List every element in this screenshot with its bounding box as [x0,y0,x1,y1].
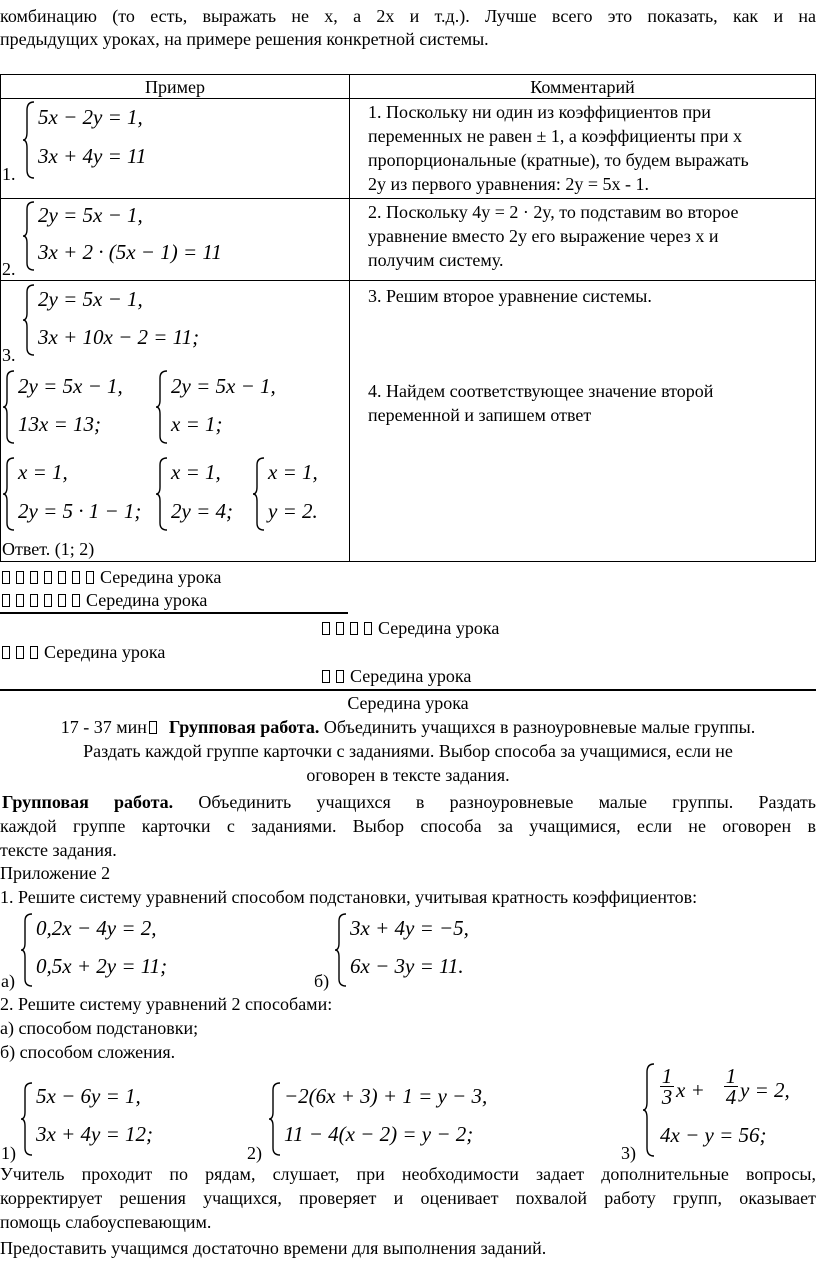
brace-icon [20,912,34,988]
header-comment: Комментарий [530,77,635,97]
group-work-text-2: Объединить учащихся в разноуровневые малые группы. Раздать [198,792,816,812]
row2-system [22,200,342,272]
task2-s3-mid2: y = 2, [740,1078,790,1102]
group-work-centered-line-3: оговорен в тексте задания. [306,765,510,785]
task2-label-2: 2) [247,1143,262,1163]
marker-text-1: Середина урока [100,567,222,587]
row2-comment-1: 2. Поскольку 4y = 2 · 2y, то подставим во второе [368,202,739,222]
task1a-label: а) [1,971,15,991]
marker-text-3: Середина урока [378,618,500,638]
row3-number: 3. [2,345,16,365]
row3-system-b [2,369,152,445]
placeholder-glyph-icon [322,618,378,638]
marker-line-2 [2,589,207,612]
intro-line-1: комбинацию (то есть, выражать не x, а 2x и т.д.). Лучше всего это показать, как и на [0,6,816,26]
task1a-system [20,912,270,988]
marker-line-5 [322,665,471,688]
marker-line-3 [322,617,499,640]
closing-line-2: корректирует решения учащихся, проверяет и оценивает похвалой работу групп, оказывает [0,1188,816,1208]
row2-comment-3: получим систему. [368,250,504,270]
group-work-line-1 [2,791,816,814]
brace-icon [268,1081,282,1157]
intro-line-2: предыдущих уроках, на примере решения конкретной системы. [0,29,489,49]
divider-line [0,689,816,691]
placeholder-glyph-icon [149,721,157,734]
task2-s3-eq2: 4x − y = 56; [660,1123,767,1147]
closing-line-4: Предоставить учащимся достаточно времени для выполнения заданий. [0,1238,547,1258]
group-work-title-2: Групповая работа. [2,792,174,812]
time-range: 17 - 37 мин [60,717,147,737]
brace-icon [22,100,36,180]
group-work-title: Групповая работа. [168,717,320,737]
row3-system-d [2,456,152,532]
task2-system-3 [642,1062,814,1158]
row1-comment-4: 2y из первого уравнения: 2y = 5x - 1. [368,174,649,194]
row1-comment-2: переменных не равен ± 1, а коэффициенты при x [368,126,742,146]
brace-icon [22,283,36,357]
task-2a: а) способом подстановки; [0,1018,199,1038]
fraction-1 [660,1066,674,1107]
row3-system-a [22,283,342,357]
row2-eq2: 3x + 2 · (5x − 1) = 11 [38,240,222,264]
brace-icon [155,369,169,445]
row3-comment-4b: переменной и запишем ответ [368,405,592,425]
task1b-eq2: 6x − 3y = 11. [350,954,464,978]
group-work-centered-line-2: Раздать каждой группе карточки с заданиями. Выбор способа за учащимися, если не [83,741,733,761]
task1a-eq2: 0,5x + 2y = 11; [36,954,168,978]
row3-a-eq2: 3x + 10x − 2 = 11; [38,325,200,349]
marker-text-4: Середина урока [44,642,166,662]
placeholder-glyph-icon [2,590,86,610]
task2-s3-mid1: x + [676,1078,705,1102]
row3-f-eq1: x = 1, [268,460,318,484]
row1-comment-1: 1. Поскольку ни один из коэффициентов при [368,102,711,122]
appendix-title: Приложение 2 [0,863,111,883]
row2-comment-2: уравнение вместо 2y его выражение через x и [368,226,719,246]
brace-icon [334,912,348,988]
row3-e-eq1: x = 1, [171,460,221,484]
brace-icon [2,369,16,445]
task1b-eq1: 3x + 4y = −5, [350,916,469,940]
closing-line-3: помощь слабоуспевающим. [0,1212,212,1232]
marker-line-6: Середина урока [347,693,469,713]
brace-icon [22,200,36,272]
row3-system-c [155,369,305,445]
marker-line-1 [2,566,221,589]
task2-label-1: 1) [1,1143,16,1163]
row3-d-eq1: x = 1, [18,460,68,484]
header-example: Пример [144,77,205,97]
row1-eq2: 3x + 4y = 11 [38,144,147,168]
marker-text-5: Середина урока [350,666,472,686]
brace-icon [642,1062,656,1158]
row3-c-eq2: x = 1; [171,412,223,436]
task1b-system [334,912,584,988]
group-work-line-3: тексте задания. [0,840,117,860]
row3-system-e [155,456,255,532]
group-work-centered-line-1 [0,716,816,739]
row3-b-eq1: 2y = 5x − 1, [18,374,123,398]
brace-icon [2,456,16,532]
brace-icon [252,456,266,532]
fraction-2-den: 4 [725,1085,737,1109]
fraction-2 [724,1066,738,1107]
row1-eq1: 5x − 2y = 1, [38,105,143,129]
row2-eq1: 2y = 5x − 1, [38,203,143,227]
task2-s1-eq2: 3x + 4y = 12; [36,1122,153,1146]
fraction-1-den: 3 [661,1085,673,1109]
task2-s1-eq1: 5x − 6y = 1, [36,1084,141,1108]
task-2: 2. Решите систему уравнений 2 способами: [0,994,333,1014]
row1-comment-3: пропорциональные (кратные), то будем выражать [368,150,749,170]
task2-s2-eq2: 11 − 4(x − 2) = y − 2; [284,1122,474,1146]
row3-f-eq2: y = 2. [268,499,318,523]
marker-text-2: Середина урока [86,590,208,610]
task2-system-2 [268,1081,558,1157]
row3-c-eq1: 2y = 5x − 1, [171,374,276,398]
group-work-text: Объединить учащихся в разноуровневые малые группы. [323,717,756,737]
row3-d-eq2: 2y = 5 · 1 − 1; [18,499,142,523]
placeholder-glyph-icon [2,642,44,662]
row2-number: 2. [2,259,16,279]
task2-s2-eq1: −2(6x + 3) + 1 = y − 3, [284,1084,488,1108]
divider-line [0,612,348,614]
task2-label-3: 3) [621,1143,636,1163]
placeholder-glyph-icon [2,567,100,587]
row3-e-eq2: 2y = 4; [171,499,233,523]
row3-comment-3: 3. Решим второе уравнение системы. [368,286,652,306]
row3-b-eq2: 13x = 13; [18,412,101,436]
row1-number: 1. [2,164,16,184]
task1a-eq1: 0,2x − 4y = 2, [36,916,157,940]
row3-comment-4a: 4. Найдем соответствующее значение второй [368,381,714,401]
placeholder-glyph-icon [322,666,350,686]
brace-icon [20,1081,34,1157]
task1b-label: б) [314,971,330,991]
brace-icon [155,456,169,532]
task-1: 1. Решите систему уравнений способом подстановки, учитывая кратность коэффициентов: [0,887,698,907]
task-2b: б) способом сложения. [0,1042,176,1062]
group-work-line-2: каждой группе карточки с заданиями. Выбор способа за учащимися, если не оговорен в [0,816,816,836]
marker-line-4 [2,641,165,664]
row1-system [22,100,322,180]
row3-system-f [252,456,342,532]
row3-answer: Ответ. (1; 2) [2,539,95,559]
fraction-2-num: 1 [725,1064,737,1088]
fraction-1-num: 1 [661,1064,673,1088]
row3-a-eq1: 2y = 5x − 1, [38,287,143,311]
closing-line-1: Учитель проходит по рядам, слушает, при необходимости задает дополнительные вопросы, [0,1164,816,1184]
task2-system-1 [20,1081,240,1157]
